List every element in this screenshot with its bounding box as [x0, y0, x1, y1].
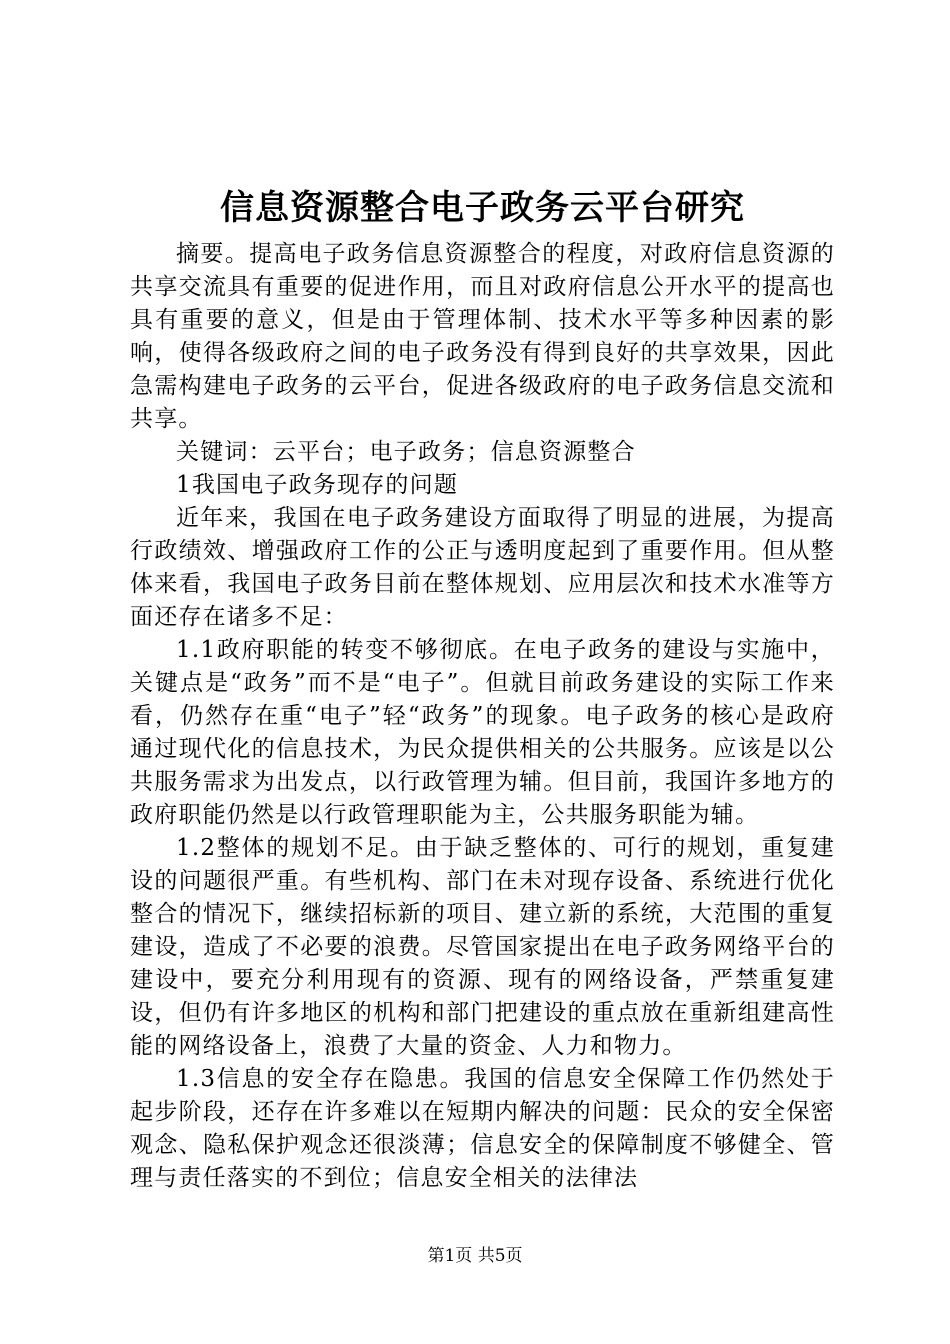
body-paragraph: 1.3信息的安全存在隐患。我国的信息安全保障工作仍然处于起步阶段，还存在许多难以在短期内解决的问题：民众的安全保密观念、隐私保护观念还很淡薄；信息安全的保障制度不够健全、管理与责任落实的不到位；信息安全相关的法律法 [130, 1066, 835, 1191]
body-paragraph: 1.2整体的规划不足。由于缺乏整体的、可行的规划，重复建设的问题很严重。有些机构、部门在未对现存设备、系统进行优化整合的情况下，继续招标新的项目、建立新的系统，大范围的重复建设，造成了不必要的浪费。尽管国家提出在电子政务网络平台的建设中，要充分利用现有的资源、现有的网络设备，严禁重复建设，但仍有许多地区的机构和部门把建设的重点放在重新组建高性能的网络设备上，浪费了大量的资金、人力和物力。 [130, 835, 835, 1059]
document-title: 信息资源整合电子政务云平台研究 [220, 188, 745, 228]
abstract-paragraph: 摘要。提高电子政务信息资源整合的程度，对政府信息资源的共享交流具有重要的促进作用，而且对政府信息公开水平的提高也具有重要的意义，但是由于管理体制、技术水平等多种因素的影响，使得各级政府之间的电子政务没有得到良好的共享效果，因此急需构建电子政务的云平台，促进各级政府的电子政务信息交流和共享。 [130, 241, 835, 432]
keywords-line: 关键词：云平台；电子政务；信息资源整合 [176, 439, 636, 465]
page-number-footer: 第1页 共5页 [427, 1246, 523, 1266]
section-heading: 1我国电子政务现存的问题 [176, 472, 459, 498]
body-paragraph: 1.1政府职能的转变不够彻底。在电子政务的建设与实施中，关键点是“政务”而不是“电子”。但就目前政务建设的实际工作来看，仍然存在重“电子”轻“政务”的现象。电子政务的核心是政府通过现代化的信息技术，为民众提供相关的公共服务。应该是以公共服务需求为出发点，以行政管理为辅。但目前，我国许多地方的政府职能仍然是以行政管理职能为主，公共服务职能为辅。 [130, 637, 835, 828]
document-body [130, 178, 835, 1195]
body-paragraph: 近年来，我国在电子政务建设方面取得了明显的进展，为提高行政绩效、增强政府工作的公正与透明度起到了重要作用。但从整体来看，我国电子政务目前在整体规划、应用层次和技术水准等方面还存在诸多不足： [130, 505, 835, 630]
